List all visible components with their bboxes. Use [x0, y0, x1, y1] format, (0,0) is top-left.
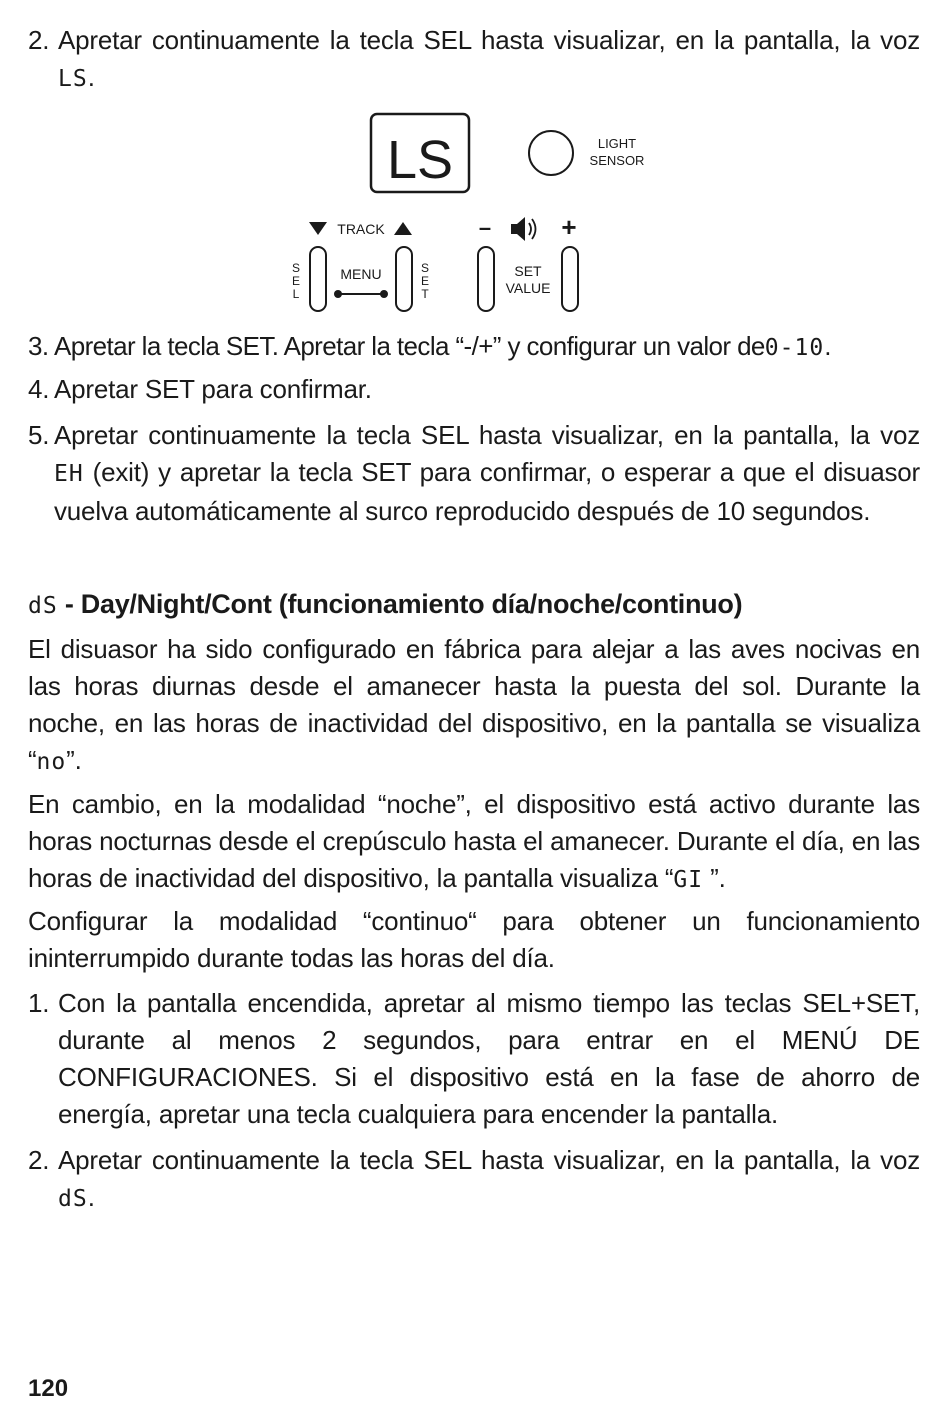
paragraph-text: En cambio, en la modalidad “noche”, el dispositivo está activo durante las horas nocturnas desde el crepúsculo hasta el amanecer. Durante el día, en las horas de inactividad del dispositivo, la pantalla visualiza “: [28, 789, 920, 893]
step-3: [28, 328, 920, 367]
plus-label: +: [561, 212, 577, 242]
triangle-down-icon: [309, 222, 327, 235]
control-panel-diagram: [280, 112, 670, 317]
step-text-before: Apretar continuamente la tecla SEL hasta visualizar, en la pantalla, la voz: [54, 420, 920, 450]
paragraph-night-mode: [28, 786, 920, 899]
gi-code: GI: [673, 867, 704, 893]
paragraph-text: El disuasor ha sido configurado en fábrica para alejar a las aves nocivas en las horas diurnas desde el amanecer hasta la puesta del sol. Durante la noche, en las horas de inactividad del dispositivo, en la pantalla se visualiza “: [28, 634, 920, 775]
step-number: 1.: [28, 988, 50, 1018]
step-text: Apretar SET para confirmar.: [54, 374, 372, 404]
step-number: 2.: [28, 1145, 50, 1175]
display-code: LS: [58, 66, 88, 92]
minus-label: –: [478, 215, 492, 240]
set-label-s: S: [420, 261, 430, 275]
paragraph-day-mode: [28, 631, 920, 781]
sel-label-e: E: [291, 274, 301, 288]
value-range-code: 0-10: [764, 335, 825, 361]
set-key[interactable]: [396, 247, 412, 311]
step-text: Con la pantalla encendida, apretar al mismo tiempo las teclas SEL+SET, durante al menos 2 segundos, para entrar en el MENÚ DE CONFIGURACIONES. Si el dispositivo está en la fase de ahorro de energía, apretar una tecla cualquiera para encender la pantalla.: [58, 988, 920, 1129]
step-2-top: [28, 22, 920, 98]
heading-text: - Day/Night/Cont (funcionamiento día/noche/continuo): [64, 589, 743, 619]
step-4: [28, 371, 920, 408]
set-value-label-line1: SET: [514, 263, 542, 279]
display-code: dS: [58, 1186, 88, 1212]
step-text-after: (exit) y apretar la tecla SET para confirmar, o esperar a que el disuasor vuelva automáticamente al surco reproducido después de 10 segundos.: [54, 457, 920, 526]
step-end: .: [87, 62, 95, 92]
step-2-bottom: [28, 1142, 920, 1218]
speaker-icon: [511, 217, 536, 241]
step-number: 5.: [28, 420, 50, 450]
display-screen-code: LS: [386, 130, 454, 190]
light-sensor-label-line1: LIGHT: [597, 136, 637, 151]
step-text: Apretar continuamente la tecla SEL hasta visualizar, en la pantalla, la voz: [58, 25, 920, 55]
step-1-bottom: [28, 985, 920, 1133]
exit-code: EH: [54, 461, 84, 487]
no-code: no: [36, 749, 67, 775]
set-label-e: E: [420, 274, 430, 288]
page-number: 120: [28, 1375, 69, 1402]
light-sensor-icon: [529, 131, 573, 175]
paragraph-text: Configurar la modalidad “continuo“ para obtener un funcionamiento ininterrumpido durante todas las horas del día.: [28, 906, 920, 973]
paragraph-end: ”.: [66, 745, 82, 775]
paragraph-end: ”.: [703, 863, 726, 893]
minus-key[interactable]: [478, 247, 494, 311]
menu-link-dot-right: [380, 290, 388, 298]
sel-label-l: L: [292, 287, 300, 301]
menu-label: MENU: [340, 266, 382, 282]
step-text: Apretar continuamente la tecla SEL hasta visualizar, en la pantalla, la voz: [58, 1145, 920, 1175]
step-number: 2.: [28, 25, 50, 55]
step-number: 4.: [28, 374, 50, 404]
heading-code: dS: [28, 593, 58, 619]
sel-key[interactable]: [310, 247, 326, 311]
plus-key[interactable]: [562, 247, 578, 311]
set-value-label-line2: VALUE: [505, 280, 551, 296]
track-label: TRACK: [337, 221, 385, 237]
triangle-up-icon: [394, 222, 412, 235]
control-panel-figure: [280, 112, 670, 317]
paragraph-continuous-mode: [28, 903, 920, 977]
set-label-t: T: [421, 287, 429, 301]
step-number: 3.: [28, 331, 49, 361]
menu-link-dot-left: [334, 290, 342, 298]
section-heading: [28, 586, 920, 625]
sel-label-s: S: [291, 261, 301, 275]
light-sensor-label-line2: SENSOR: [589, 153, 645, 168]
step-end: .: [87, 1182, 95, 1212]
step-text: Apretar la tecla SET. Apretar la tecla “-/+” y configurar un valor de: [54, 331, 765, 361]
step-5: [28, 417, 920, 530]
step-end: .: [824, 331, 831, 361]
